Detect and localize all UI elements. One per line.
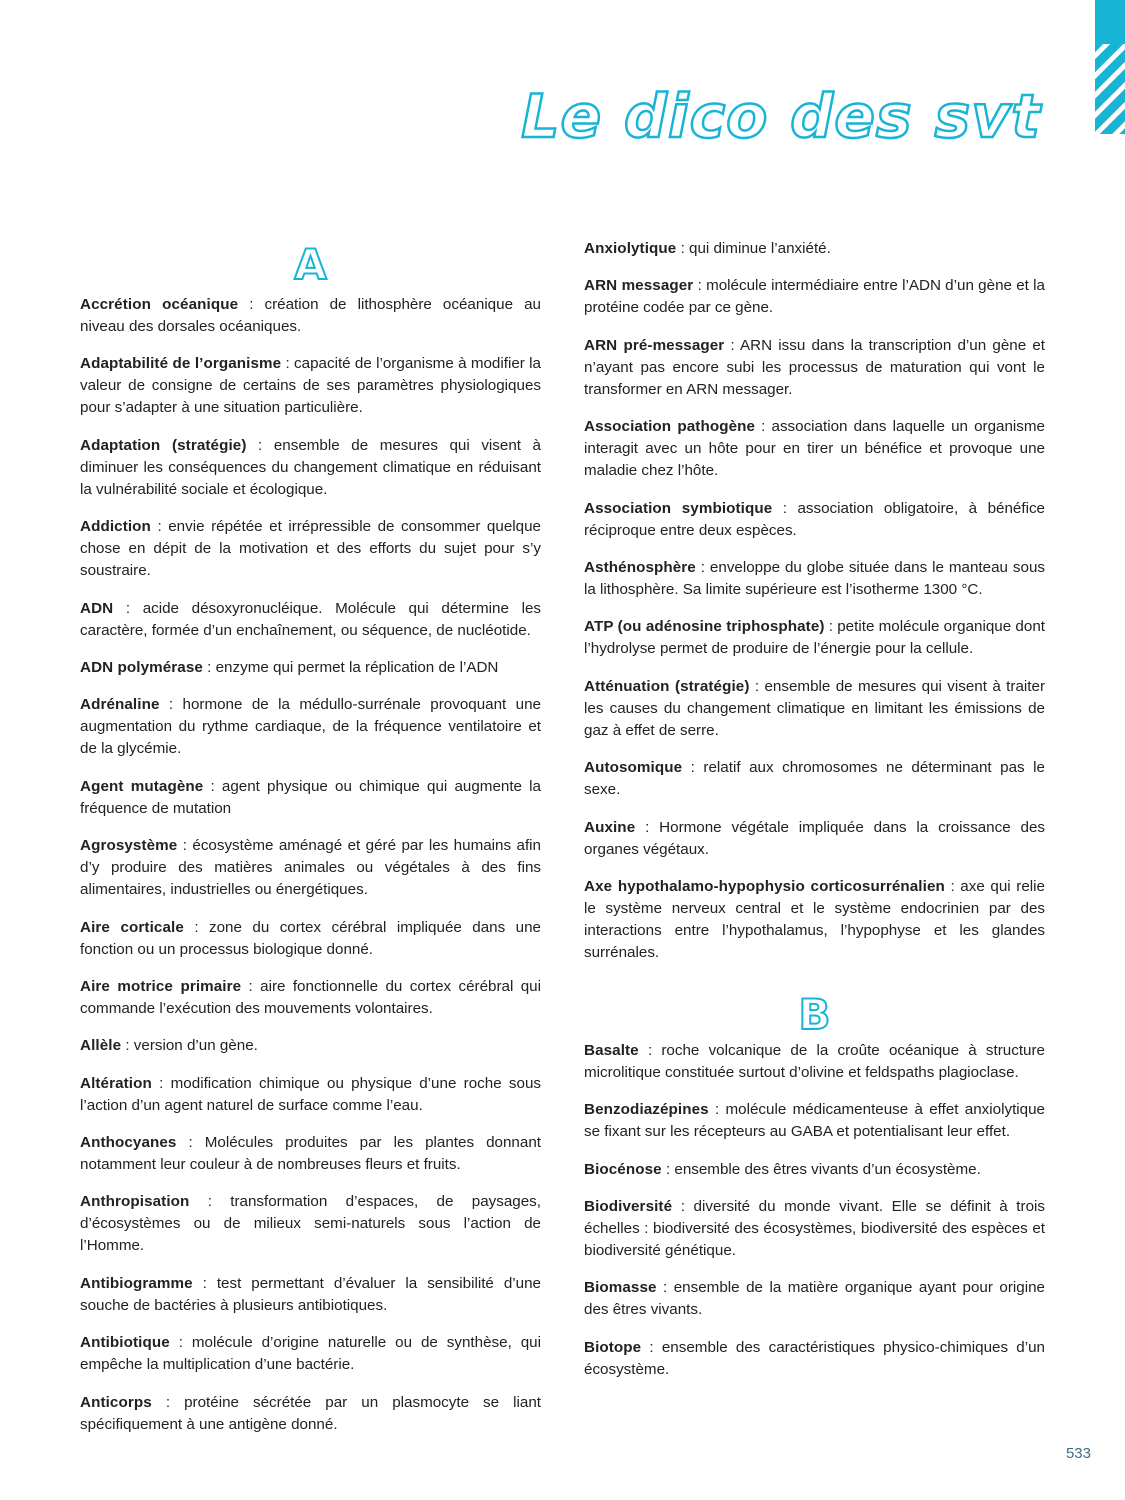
dictionary-entry xyxy=(80,917,541,961)
dictionary-entry xyxy=(80,1332,541,1376)
left-column xyxy=(80,238,541,1451)
entry-term: Anticorps xyxy=(80,1393,152,1411)
entry-definition: : ensemble de mesures qui visent à traiter les causes du changement climatique en limitant les émissions de gaz à effet de serre. xyxy=(584,677,1045,739)
entry-definition: : acide désoxyronucléique. Molécule qui détermine les caractère, formée d’un enchaînement, ou séquence, de nucléotide. xyxy=(80,599,541,639)
entry-definition: : ensemble de mesures qui visent à diminuer les conséquences du changement climatique en réduisant la vulnérabilité sociale et écologique. xyxy=(80,436,541,498)
entry-definition: : écosystème aménagé et géré par les humains afin d’y produire des matières animales ou végétales à des fins alimentaires, industrielles ou énergétiques. xyxy=(80,837,541,899)
entry-definition: : test permettant d’évaluer la sensibilité d’une souche de bactéries à plusieurs antibiotiques. xyxy=(80,1274,541,1314)
entry-definition: : enveloppe du globe située dans le manteau sous la lithosphère. Sa limite supérieure est l’isotherme 1300 °C. xyxy=(584,558,1045,598)
entry-term: Addiction xyxy=(80,518,151,536)
dictionary-entry xyxy=(80,1273,541,1317)
entry-definition: : molécule médicamenteuse à effet anxiolytique se fixant sur les récepteurs au GABA et potentialisant leur effet. xyxy=(584,1101,1045,1141)
entry-term: Antibiogramme xyxy=(80,1274,193,1292)
dictionary-entry xyxy=(584,498,1045,542)
dictionary-entry xyxy=(80,1073,541,1117)
entry-term: Anxiolytique xyxy=(584,240,677,257)
entry-definition: : modification chimique ou physique d’une roche sous l’action d’un agent naturel de surface comme l’eau. xyxy=(80,1074,541,1114)
entry-definition: : Molécules produites par les plantes donnant notamment leur couleur à de nombreuses fleurs et fruits. xyxy=(80,1134,541,1174)
entry-definition: : version d’un gène. xyxy=(121,1037,258,1055)
entry-term: ATP (ou adénosine triphosphate) xyxy=(584,618,825,636)
entry-term: ADN xyxy=(80,599,114,617)
entry-term: Anthropisation xyxy=(80,1193,190,1211)
dictionary-entry xyxy=(80,657,541,679)
entry-definition: : roche volcanique de la croûte océanique à structure microlitique constituée surtout d’olivine et feldspaths plagioclase. xyxy=(584,1041,1045,1081)
entry-definition: : association obligatoire, à bénéfice réciproque entre deux espèces. xyxy=(584,499,1045,539)
entry-term: Association pathogène xyxy=(584,418,756,436)
dictionary-entry xyxy=(80,294,541,338)
dictionary-entry xyxy=(80,976,541,1020)
dictionary-entry xyxy=(584,757,1045,801)
dictionary-entry xyxy=(80,1035,541,1057)
page-number: 533 xyxy=(1065,1445,1091,1462)
dictionary-entry xyxy=(584,275,1045,319)
entry-definition: : diversité du monde vivant. Elle se définit à trois échelles : biodiversité des écosystèmes, biodiversité des espèces et biodiversité génétique. xyxy=(584,1198,1045,1260)
entry-term: Auxine xyxy=(584,818,636,836)
entry-definition: : ensemble de la matière organique ayant pour origine des êtres vivants. xyxy=(584,1279,1045,1319)
entry-term: Autosomique xyxy=(584,759,683,777)
entry-term: Allèle xyxy=(80,1037,122,1055)
entry-definition: : protéine sécrétée par un plasmocyte se liant spécifiquement à une antigène donné. xyxy=(80,1393,541,1433)
dictionary-entry xyxy=(584,557,1045,601)
entry-term: ARN pré-messager xyxy=(584,336,725,354)
entry-term: Aire motrice primaire xyxy=(80,977,242,995)
entry-term: Benzodiazépines xyxy=(584,1101,709,1119)
dictionary-entry xyxy=(584,817,1045,861)
dictionary-entry xyxy=(80,1392,541,1436)
corner-stripes-decoration xyxy=(1095,0,1125,134)
entry-definition: : molécule intermédiaire entre l’ADN d’un gène et la protéine codée par ce gène. xyxy=(584,277,1046,317)
dictionary-entry xyxy=(584,1159,1045,1181)
entry-definition: : capacité de l’organisme à modifier la valeur de consigne de certains de ses paramètres physiologiques pour s’adapter à une situation particulière. xyxy=(80,355,541,417)
dictionary-entry xyxy=(584,335,1045,401)
entry-definition: : ensemble des caractéristiques physico-chimiques d’un écosystème. xyxy=(584,1338,1045,1378)
entry-term: Axe hypothalamo-hypophysio corticosurrénalien xyxy=(584,877,945,895)
dictionary-entry xyxy=(80,353,541,419)
entry-term: Biotope xyxy=(584,1338,642,1356)
dictionary-entry xyxy=(80,1191,541,1257)
dictionary-entry xyxy=(584,416,1045,482)
entry-term: Adrénaline xyxy=(80,696,160,714)
entry-definition: : ensemble des êtres vivants d’un écosystème. xyxy=(661,1160,981,1178)
entries-a-left xyxy=(80,294,541,1436)
dictionary-entry xyxy=(584,676,1045,742)
entry-term: Agrosystème xyxy=(80,837,178,855)
entry-term: Basalte xyxy=(584,1041,639,1059)
entry-definition: : axe qui relie le système nerveux central et le système endocrinien par des interactions entre l’hypothalamus, l’hypophyse et les glandes surrénales. xyxy=(584,877,1045,961)
dictionary-entry xyxy=(584,1099,1045,1143)
dictionary-entry xyxy=(80,435,541,501)
entry-term: Antibiotique xyxy=(80,1334,170,1352)
right-column xyxy=(584,238,1045,1396)
entry-definition: : zone du cortex cérébral impliquée dans une fonction ou un processus biologique donné. xyxy=(80,918,542,958)
section-letter-b: B xyxy=(798,989,831,1039)
entry-definition: : création de lithosphère océanique au niveau des dorsales océaniques. xyxy=(80,296,541,335)
entries-a-right xyxy=(584,238,1045,964)
entry-term: Agent mutagène xyxy=(80,777,204,795)
entry-term: Adaptabilité de l’organisme xyxy=(80,355,282,373)
dictionary-entry xyxy=(80,1132,541,1176)
entry-definition: : hormone de la médullo-surrénale provoquant une augmentation du rythme cardiaque, de la fréquence ventilatoire et de la glycémie. xyxy=(80,696,541,758)
section-letter-a: A xyxy=(294,240,327,289)
page-title: Le dico des svt xyxy=(521,82,1041,152)
entry-term: Biomasse xyxy=(584,1279,657,1297)
entry-term: Aire corticale xyxy=(80,918,184,936)
dictionary-entry xyxy=(584,1040,1045,1084)
dictionary-entry xyxy=(80,835,541,901)
entry-definition: : association dans laquelle un organisme interagit avec un hôte pour en tirer un bénéfice et provoque une maladie chez l’hôte. xyxy=(584,418,1045,480)
entry-definition: : aire fonctionnelle du cortex cérébral qui commande l’exécution des mouvements volontaires. xyxy=(80,977,541,1017)
dictionary-entry xyxy=(584,238,1045,260)
dictionary-entry xyxy=(584,616,1045,660)
entry-definition: : Hormone végétale impliquée dans la croissance des organes végétaux. xyxy=(584,818,1045,858)
entry-term: Accrétion océanique xyxy=(80,296,239,313)
dictionary-entry xyxy=(584,876,1045,964)
entry-term: Atténuation (stratégie) xyxy=(584,677,750,695)
dictionary-entry xyxy=(80,776,541,820)
dictionary-entry xyxy=(584,1196,1045,1262)
dictionary-entry xyxy=(584,1337,1045,1381)
dictionary-entry xyxy=(80,598,541,642)
entry-term: Altération xyxy=(80,1074,152,1092)
entry-definition: : agent physique ou chimique qui augmente la fréquence de mutation xyxy=(80,777,541,817)
entry-definition: : envie répétée et irrépressible de consommer quelque chose en dépit de la motivation et des efforts du sujet pour s’y soustraire. xyxy=(80,518,541,580)
dictionary-entry xyxy=(80,694,541,760)
dictionary-entry xyxy=(80,516,541,582)
entry-definition: : qui diminue l’anxiété. xyxy=(676,240,831,257)
entries-b xyxy=(584,1040,1045,1381)
entry-term: Anthocyanes xyxy=(80,1134,177,1152)
entry-definition: : petite molécule organique dont l’hydrolyse permet de produire de l’énergie pour la cellule. xyxy=(584,618,1045,658)
entry-term: Biodiversité xyxy=(584,1198,673,1216)
entry-definition: : molécule d’origine naturelle ou de synthèse, qui empêche la multiplication d’une bactérie. xyxy=(80,1334,541,1374)
entry-definition: : ARN issu dans la transcription d’un gène et n’ayant pas encore subi les processus de maturation qui vont le transformer en ARN messager. xyxy=(584,336,1046,398)
entry-term: Biocénose xyxy=(584,1160,662,1178)
entry-definition: : transformation d’espaces, de paysages, d’écosystèmes ou de milieux semi-naturels sous l’action de l’Homme. xyxy=(80,1193,541,1255)
entry-term: ADN polymérase xyxy=(80,658,203,676)
entry-term: Adaptation (stratégie) xyxy=(80,436,247,454)
entry-definition: : enzyme qui permet la réplication de l’ADN xyxy=(202,658,499,676)
entry-term: Asthénosphère xyxy=(584,558,696,576)
entry-definition: : relatif aux chromosomes ne déterminant pas le sexe. xyxy=(584,759,1045,799)
entry-term: Association symbiotique xyxy=(584,499,773,517)
dictionary-entry xyxy=(584,1277,1045,1321)
entry-term: ARN messager xyxy=(584,277,694,295)
